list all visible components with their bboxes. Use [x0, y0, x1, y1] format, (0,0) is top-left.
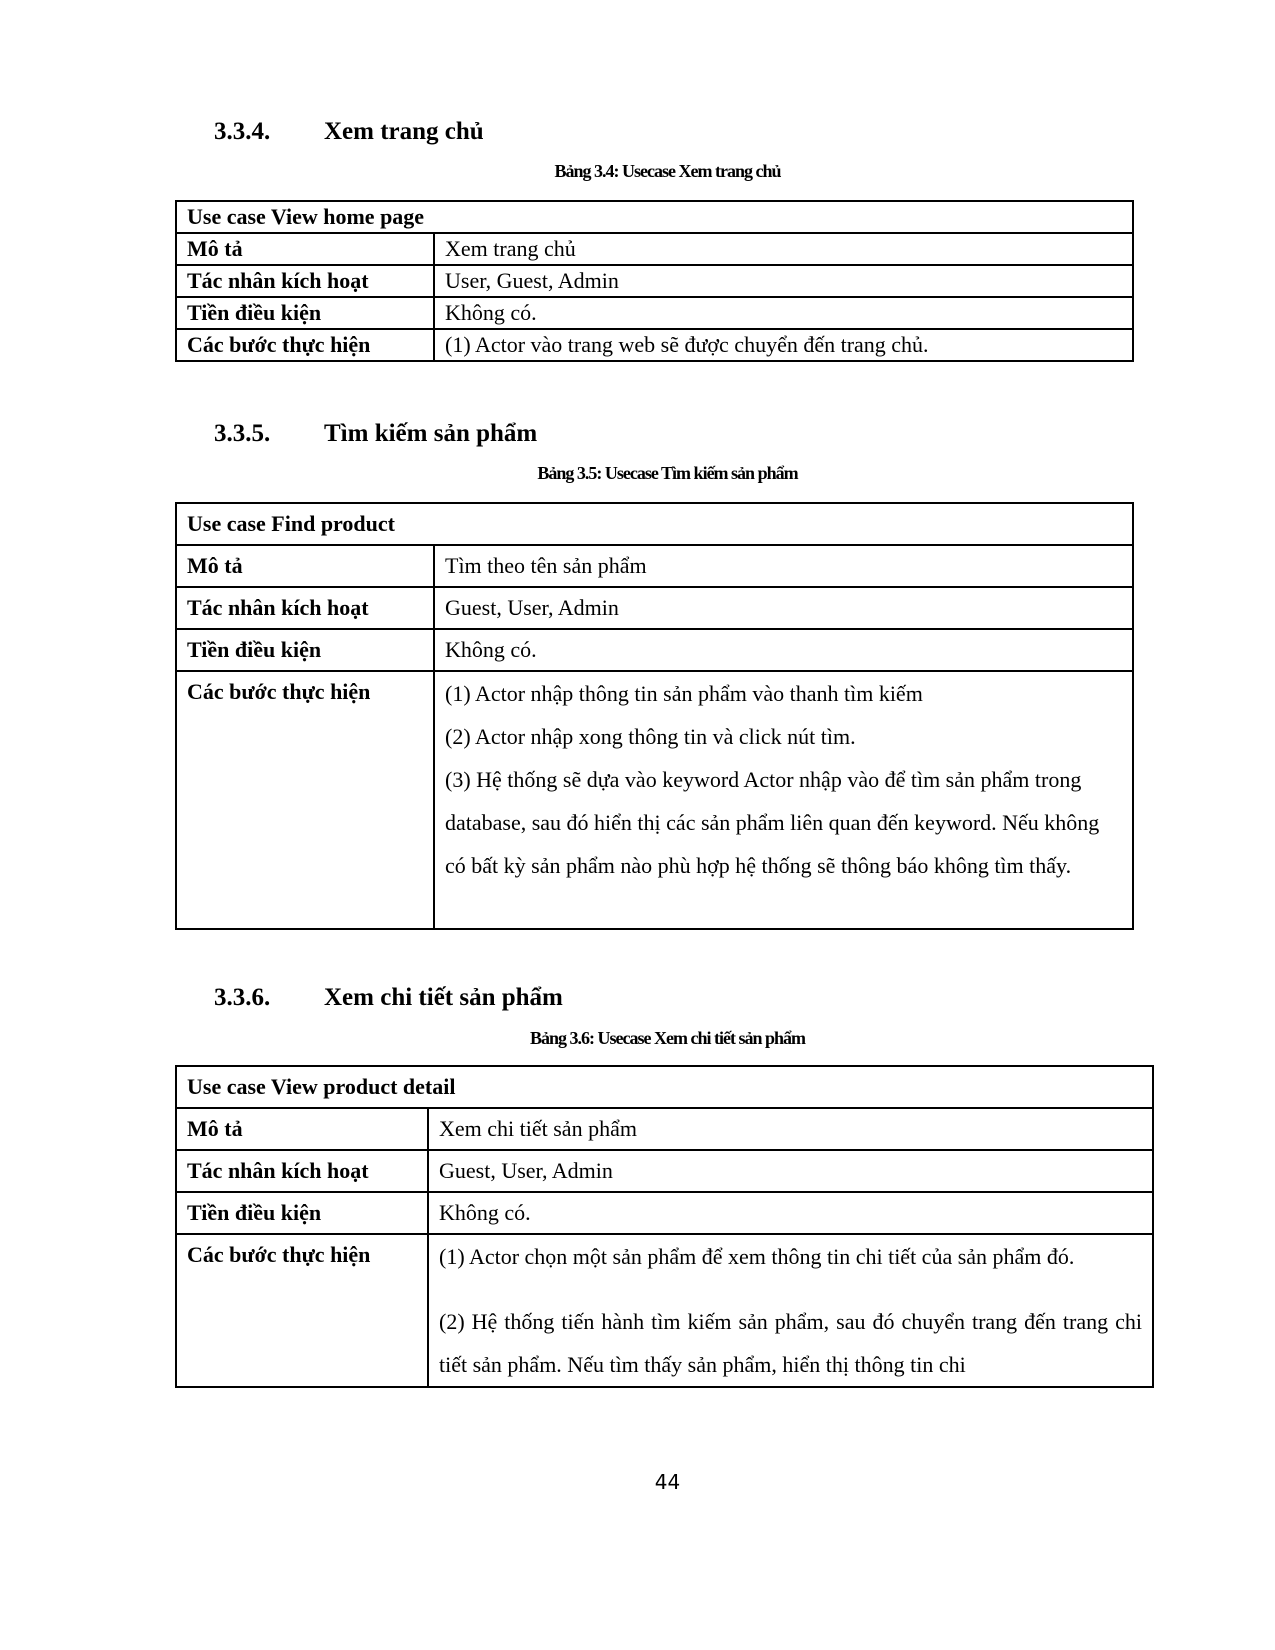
- row-label: Mô tả: [176, 233, 434, 265]
- row-label: Mô tả: [176, 1108, 428, 1150]
- table-caption-3-6: Bảng 3.6: Usecase Xem chi tiết sản phẩm: [530, 1028, 805, 1048]
- usecase-table-view-home-page: [175, 200, 1134, 362]
- table-row: [176, 545, 1133, 587]
- row-label: Tác nhân kích hoạt: [176, 1150, 428, 1192]
- row-value: Xem chi tiết sản phẩm: [428, 1108, 1153, 1150]
- row-steps: [434, 671, 1133, 929]
- row-label: Các bước thực hiện: [176, 671, 434, 929]
- row-label: Mô tả: [176, 545, 434, 587]
- table-header: Use case View home page: [176, 201, 1133, 233]
- step-text: (1) Actor nhập thông tin sản phẩm vào thanh tìm kiếm: [445, 681, 923, 706]
- row-value: (1) Actor vào trang web sẽ được chuyển đến trang chủ.: [434, 329, 1133, 361]
- row-label: Tiền điều kiện: [176, 629, 434, 671]
- row-value: Xem trang chủ: [434, 233, 1133, 265]
- table-row: [176, 1234, 1153, 1387]
- row-steps: [428, 1234, 1153, 1387]
- page-number: 44: [654, 1470, 681, 1494]
- table-header: Use case View product detail: [176, 1066, 1153, 1108]
- row-label: Tiền điều kiện: [176, 297, 434, 329]
- row-label: Các bước thực hiện: [176, 1234, 428, 1387]
- row-value: Guest, User, Admin: [428, 1150, 1153, 1192]
- section-heading-3-3-4: [214, 117, 484, 147]
- table-row: [176, 1108, 1153, 1150]
- table-row: [176, 233, 1133, 265]
- table-row: [176, 329, 1133, 361]
- table-row: [176, 1150, 1153, 1192]
- table-row: [176, 671, 1133, 929]
- table-row: [176, 1192, 1153, 1234]
- row-value: Không có.: [434, 629, 1133, 671]
- usecase-table-find-product: [175, 502, 1134, 930]
- table-row: [176, 587, 1133, 629]
- row-value: Không có.: [434, 297, 1133, 329]
- table-row: [176, 629, 1133, 671]
- table-caption-3-5: Bảng 3.5: Usecase Tìm kiếm sản phẩm: [537, 463, 798, 483]
- section-title: Xem chi tiết sản phẩm: [324, 984, 563, 1011]
- section-number: 3.3.6.: [214, 984, 271, 1011]
- table-row: [176, 265, 1133, 297]
- row-label: Tác nhân kích hoạt: [176, 265, 434, 297]
- section-number: 3.3.5.: [214, 420, 271, 447]
- section-title: Xem trang chủ: [324, 118, 484, 145]
- step-text: (1) Actor chọn một sản phẩm để xem thông tin chi tiết của sản phẩm đó.: [439, 1244, 1075, 1269]
- row-value: Không có.: [428, 1192, 1153, 1234]
- section-title: Tìm kiếm sản phẩm: [324, 420, 538, 447]
- step-text: (2) Actor nhập xong thông tin và click nút tìm.: [445, 724, 856, 749]
- section-heading-3-3-5: [214, 419, 537, 449]
- row-value: Tìm theo tên sản phẩm: [434, 545, 1133, 587]
- usecase-table-view-product-detail: [175, 1065, 1154, 1388]
- table-row: [176, 297, 1133, 329]
- section-heading-3-3-6: [214, 983, 563, 1013]
- step-text: (2) Hệ thống tiến hành tìm kiếm sản phẩm, sau đó chuyển trang đến trang chi tiết sản phẩm. Nếu tìm thấy sản phẩm, hiển thị thông tin chi: [439, 1309, 1142, 1377]
- row-label: Tiền điều kiện: [176, 1192, 428, 1234]
- section-number: 3.3.4.: [214, 118, 271, 145]
- step-text: (3) Hệ thống sẽ dựa vào keyword Actor nhập vào để tìm sản phẩm trong database, sau đó hiển thị các sản phẩm liên quan đến keyword. Nếu không có bất kỳ sản phẩm nào phù hợp hệ thống sẽ thông báo không tìm thấy.: [445, 767, 1100, 878]
- row-label: Tác nhân kích hoạt: [176, 587, 434, 629]
- row-value: Guest, User, Admin: [434, 587, 1133, 629]
- row-value: User, Guest, Admin: [434, 265, 1133, 297]
- table-header: Use case Find product: [176, 503, 1133, 545]
- table-caption-3-4: Bảng 3.4: Usecase Xem trang chủ: [554, 161, 781, 181]
- row-label: Các bước thực hiện: [176, 329, 434, 361]
